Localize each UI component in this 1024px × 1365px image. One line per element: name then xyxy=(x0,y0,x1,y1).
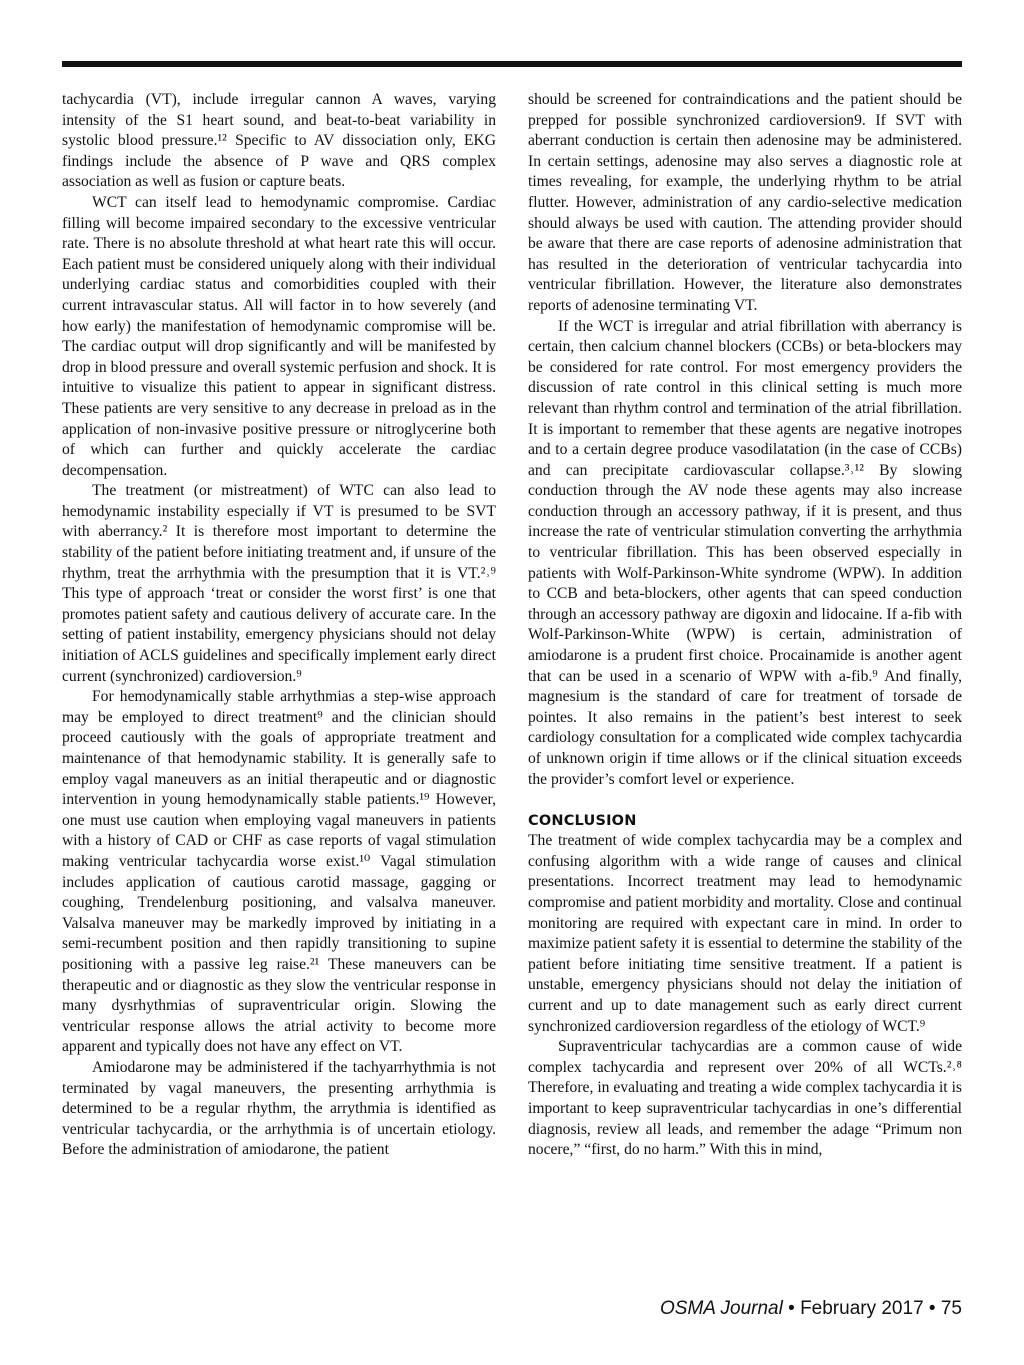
page-footer xyxy=(660,1298,962,1320)
paragraph: The treatment of wide complex tachycardia may be a complex and confusing algorithm with a wide range of causes and clinical presentations. Incorrect treatment may lead to hemodynamic compromise and patient morbidity and mortality. Close and continual monitoring are required with expectant care in mind. In order to maximize patient safety it is essential to determine the stability of the patient before initiating time sensitive treatment. If a patient is unstable, emergency physicians should not delay the initiation of current and up to date management such as early direct current synchronized cardioversion regardless of the etiology of WCT.⁹ xyxy=(528,832,962,1035)
paragraph: tachycardia (VT), include irregular cannon A waves, varying intensity of the S1 heart sound, and beat-to-beat variability in systolic blood pressure.¹² Specific to AV dissociation only, EKG findings include the absence of P wave and QRS complex association as well as fusion or capture beats. xyxy=(62,91,496,191)
right-column xyxy=(528,90,962,1161)
paragraph: If the WCT is irregular and atrial fibrillation with aberrancy is certain, then calcium channel blockers (CCBs) or beta-blockers may be considered for rate control. For most emergency providers the discussion of rate control in this clinical setting is much more relevant than rhythm control and termination of the atrial fibrillation. It is important to remember that these agents are negative inotropes and to a certain degree produce vasodilatation (in the case of CCBs) and can precipitate cardiovascular collapse.³˒¹² By slowing conduction through the AV node these agents may also increase conduction through an accessory pathway, if it is present, and thus increase the rate of ventricular stimulation converting the arrhythmia to ventricular fibrillation. This has been observed especially in patients with Wolf-Parkinson-White syndrome (WPW). In addition to CCB and beta-blockers, other agents that can speed conduction through an accessory pathway are digoxin and lidocaine. If a-fib with Wolf-Parkinson-White (WPW) is certain, administration of amiodarone is a prudent first choice. Procainamide is another agent that can be used in a scenario of WPW with a-fib.⁹ And finally, magnesium is the standard of care for treatment of torsade de pointes. It also remains in the patient’s best interest to seek cardiology consultation for a complicated wide complex tachycardia of unknown origin if time allows or if the clinical situation exceeds the provider’s comfort level or experience. xyxy=(528,317,962,788)
journal-name: OSMA Journal xyxy=(660,1298,783,1319)
paragraph: WCT can itself lead to hemodynamic compromise. Cardiac filling will become impaired secondary to the excessive ventricular rate. There is no absolute threshold at what heart rate this will occur. Each patient must be considered uniquely along with their individual underlying cardiac status and comorbidities coupled with their current intravascular status. All will factor in to how severely (and how early) the manifestation of hemodynamic compromise will be. The cardiac output will drop significantly and will be manifested by drop in blood pressure and overall systemic perfusion and shock. It is intuitive to visualize this patient to appear in significant distress. These patients are very sensitive to any decrease in preload as in the application of non-invasive positive pressure or nitroglycerine both of which can further and quickly accelerate the cardiac decompensation. xyxy=(62,193,496,479)
paragraph: Supraventricular tachycardias are a common cause of wide complex tachycardia and represent over 20% of all WCTs.²˒⁸ Therefore, in evaluating and treating a wide complex tachycardia it is important to keep supraventricular tachycardias in one’s differential diagnosis, review all leads, and remember the adage “Primum non nocere,” “first, do no harm.” With this in mind, xyxy=(528,1038,962,1159)
paragraph: should be screened for contraindications and the patient should be prepped for possible synchronized cardioversion9. If SVT with aberrant conduction is certain then adenosine may be administered. In certain settings, adenosine may also serves a diagnostic role at times revealing, for example, the underlying rhythm to be atrial flutter. However, administration of any cardio-selective medication should always be used with caution. The attending provider should be aware that there are case reports of adenosine administration that has resulted in the deterioration of ventricular tachycardia into ventricular fibrillation. However, the literature also demonstrates reports of adenosine terminating VT. xyxy=(528,91,962,314)
footer-separator: • xyxy=(923,1298,941,1319)
paragraph: Amiodarone may be administered if the tachyarrhythmia is not terminated by vagal maneuvers, the presenting arrhythmia is determined to be a regular rhythm, the arrythmia is identified as ventricular tachycardia, or the arrhythmia is of uncertain etiology. Before the administration of amiodarone, the patient xyxy=(62,1058,496,1159)
issue-date: February 2017 xyxy=(800,1298,924,1319)
page-number: 75 xyxy=(940,1298,962,1319)
left-column xyxy=(62,90,496,1161)
conclusion-heading: CONCLUSION xyxy=(528,813,637,830)
paragraph: For hemodynamically stable arrhythmias a step-wise approach may be employed to direct treatment⁹ and the clinician should proceed cautiously with the goals of appropriate treatment and maintenance of that hemodynamic stability. It is generally safe to employ vagal maneuvers as an initial therapeutic and or diagnostic intervention in young hemodynamically stable patients.¹⁹ However, one must use caution when employing vagal maneuvers in patients with a history of CAD or CHF as case reports of vagal stimulation making ventricular tachycardia worse exist.¹⁰ Vagal stimulation includes application of cautious carotid massage, gagging or coughing, Trendelenburg positioning, and valsalva maneuver. Valsalva maneuver may be markedly improved by initiating in a semi-recumbent position and then rapidly transitioning to supine positioning with a passive leg raise.²¹ These maneuvers can be therapeutic and or diagnostic as they slow the ventricular response in many dysrhythmias of supraventricular origin. Slowing the ventricular response allows the atrial activity to become more apparent and typically does not have any effect on VT. xyxy=(62,688,496,1056)
top-rule xyxy=(62,61,962,67)
paragraph: The treatment (or mistreatment) of WTC can also lead to hemodynamic instability especially if VT is presumed to be SVT with aberrancy.² It is therefore most important to determine the stability of the patient before initiating treatment and, if unsure of the rhythm, treat the arrhythmia with the presumption that it is VT.²˒⁹ This type of approach ‘treat or consider the worst first’ is one that promotes patient safety and cautious delivery of accurate care. In the setting of patient instability, emergency physicians should not delay initiation of ACLS guidelines and specifically implement early direct current (synchronized) cardioversion.⁹ xyxy=(62,482,496,685)
footer-separator: • xyxy=(782,1298,801,1319)
